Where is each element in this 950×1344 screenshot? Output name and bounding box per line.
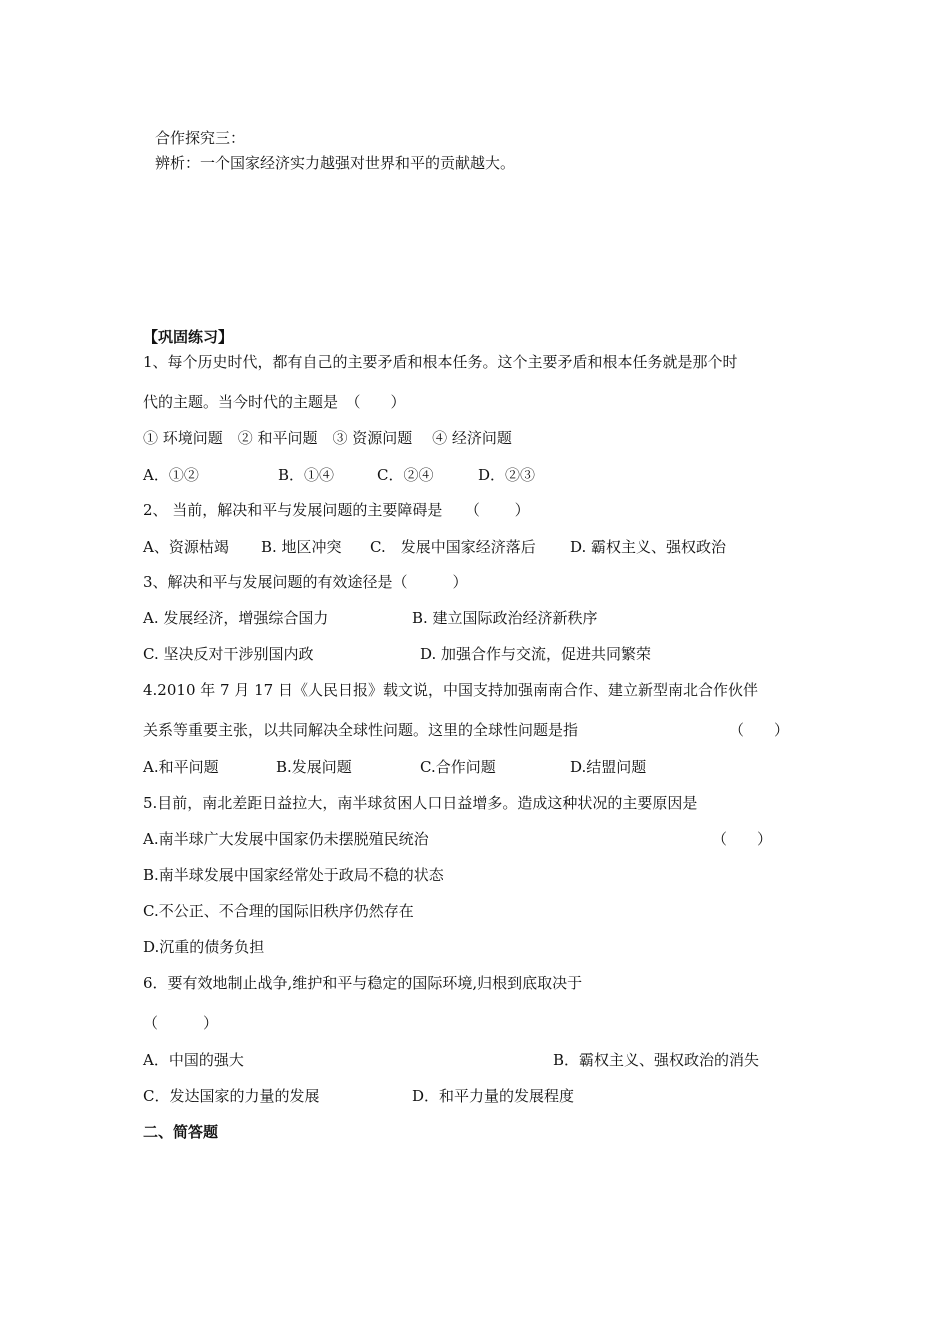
q2-option-c: C. 发展中国家经济落后 [370, 538, 536, 556]
q3-option-a: A. 发展经济，增强综合国力 [143, 609, 329, 627]
q5-stem: 5.目前，南北差距日益拉大，南半球贫困人口日益增多。造成这种状况的主要原因是 [143, 794, 698, 812]
q1-line2: 代的主题。当今时代的主题是 （ ） [143, 393, 406, 411]
q4-line1: 4.2010 年 7 月 17 日《人民日报》载文说，中国支持加强南南合作、建立新型南北合作伙伴 [143, 681, 758, 699]
q6-option-d: D．和平力量的发展程度 [412, 1087, 575, 1105]
q6-stem: 6．要有效地制止战争,维护和平与稳定的国际环境,归根到底取决于 [143, 974, 583, 992]
explore-text: 辨析：一个国家经济实力越强对世界和平的贡献越大。 [155, 154, 516, 172]
q1-option-b: B．①④ [278, 466, 335, 484]
q5-option-d: D.沉重的债务负担 [143, 938, 265, 956]
q6-option-a: A．中国的强大 [143, 1051, 244, 1069]
q1-option-c: C．②④ [377, 466, 434, 484]
q6-answer-paren: （ ） [143, 1014, 219, 1032]
q2-option-d: D. 霸权主义、强权政治 [570, 538, 727, 556]
q5-answer-paren: （ ） [712, 830, 773, 848]
q4-option-d: D.结盟问题 [570, 758, 647, 776]
explore-title: 合作探究三： [155, 129, 246, 147]
q3-option-b: B. 建立国际政治经济新秩序 [412, 609, 598, 627]
q3-option-d: D. 加强合作与交流，促进共同繁荣 [420, 645, 652, 663]
q5-option-b: B.南半球发展中国家经常处于政局不稳的状态 [143, 866, 444, 884]
q1-items: ① 环境问题 ② 和平问题 ③ 资源问题 ④ 经济问题 [143, 429, 512, 447]
q2-option-b: B. 地区冲突 [261, 538, 342, 556]
q4-option-b: B.发展问题 [276, 758, 352, 776]
q4-option-a: A.和平问题 [143, 758, 219, 776]
q1-line1: 1、每个历史时代，都有自己的主要矛盾和根本任务。这个主要矛盾和根本任务就是那个时 [143, 353, 738, 371]
q2-option-a: A、资源枯竭 [143, 538, 229, 556]
practice-heading: 【巩固练习】 [143, 328, 234, 346]
q6-option-b: B．霸权主义、强权政治的消失 [553, 1051, 760, 1069]
q2-stem: 2、 当前，解决和平与发展问题的主要障碍是 （ ） [143, 501, 530, 519]
q4-answer-paren: （ ） [729, 721, 790, 739]
q4-line2: 关系等重要主张，以共同解决全球性问题。这里的全球性问题是指 [143, 721, 579, 739]
q3-stem: 3、解决和平与发展问题的有效途径是（ ） [143, 573, 468, 591]
short-answer-heading: 二、简答题 [143, 1123, 219, 1141]
q5-option-c: C.不公正、不合理的国际旧秩序仍然存在 [143, 902, 414, 920]
q3-option-c: C. 坚决反对干涉别国内政 [143, 645, 314, 663]
q1-option-d: D．②③ [478, 466, 536, 484]
q6-option-c: C．发达国家的力量的发展 [143, 1087, 320, 1105]
q1-option-a: A．①② [143, 466, 199, 484]
q4-option-c: C.合作问题 [420, 758, 496, 776]
q5-option-a: A.南半球广大发展中国家仍未摆脱殖民统治 [143, 830, 429, 848]
